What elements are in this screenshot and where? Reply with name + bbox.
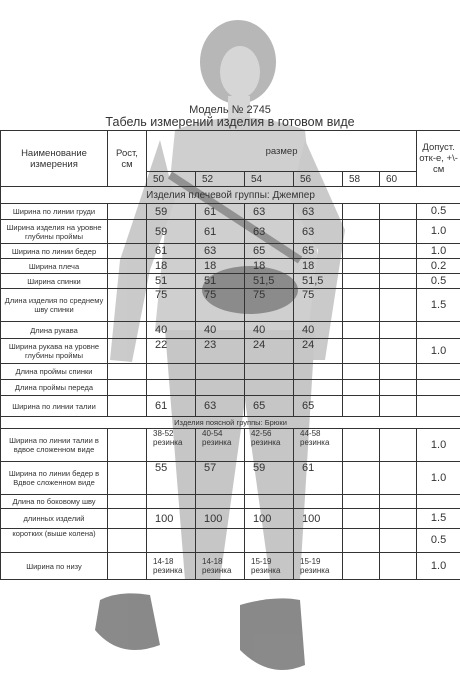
table-row: Ширина по линии талии в вдвое сложенном виде 38-52 резинка 40-54 резинка 42-56 резинка 44-58 резинка 1.0 bbox=[1, 429, 460, 462]
size-56: 56 bbox=[294, 172, 343, 187]
header-tolerance: Допуст. отк-е, +\-см bbox=[417, 131, 460, 187]
table-row: Длина проймы переда bbox=[1, 380, 460, 396]
model-number: Модель № 2745 bbox=[189, 104, 271, 116]
size-54: 54 bbox=[245, 172, 294, 187]
table-row: Длина проймы спинки bbox=[1, 364, 460, 380]
size-52: 52 bbox=[196, 172, 245, 187]
table-row: Ширина по линии бедер в Вдвое сложенном виде 55 57 59 61 1.0 bbox=[1, 462, 460, 495]
header-height: Рост, см bbox=[108, 131, 147, 187]
header-row bbox=[1, 131, 460, 172]
table-row: Ширина по низу 14-18 резинка 14-18 резинка 15-19 резинка 15-19 резинка 1.0 bbox=[1, 553, 460, 580]
table-row: Ширина по линии талии 61 63 65 65 bbox=[1, 396, 460, 417]
table-row: Ширина по линии бедер 61 63 65 65 1.0 bbox=[1, 244, 460, 259]
table-row: Ширина рукава на уровне глубины проймы 22 23 24 24 1.0 bbox=[1, 339, 460, 364]
table-row: коротких (выше колена) 0.5 bbox=[1, 529, 460, 553]
table-row: Длина по боковому шву bbox=[1, 495, 460, 509]
table-row: Ширина по линии груди 59 61 63 63 0.5 bbox=[1, 204, 460, 220]
table-row: Ширина плеча 18 18 18 18 0.2 bbox=[1, 259, 460, 274]
table-row: длинных изделий 100 100 100 100 1.5 bbox=[1, 509, 460, 529]
size-50: 50 bbox=[147, 172, 196, 187]
header-name: Наименование измерения bbox=[1, 131, 108, 187]
size-60: 60 bbox=[380, 172, 417, 187]
section-top: Изделия плечевой группы: Джемпер bbox=[1, 187, 460, 204]
measurement-table bbox=[0, 130, 460, 580]
size-58: 58 bbox=[343, 172, 380, 187]
table-row: Длина изделия по среднему шву спинки 75 75 75 75 1.5 bbox=[1, 289, 460, 322]
table-row: Ширина изделия на уровне глубины проймы 59 61 63 63 1.0 bbox=[1, 220, 460, 244]
section-bottom: Изделия поясной группы: Брюки bbox=[1, 417, 460, 429]
table-row: Ширина спинки 51 51 51,5 51,5 0.5 bbox=[1, 274, 460, 289]
header-size: размер bbox=[147, 131, 417, 172]
document-title: Табель измерений изделия в готовом виде bbox=[105, 115, 355, 129]
table-row: Длина рукава 40 40 40 40 bbox=[1, 322, 460, 339]
